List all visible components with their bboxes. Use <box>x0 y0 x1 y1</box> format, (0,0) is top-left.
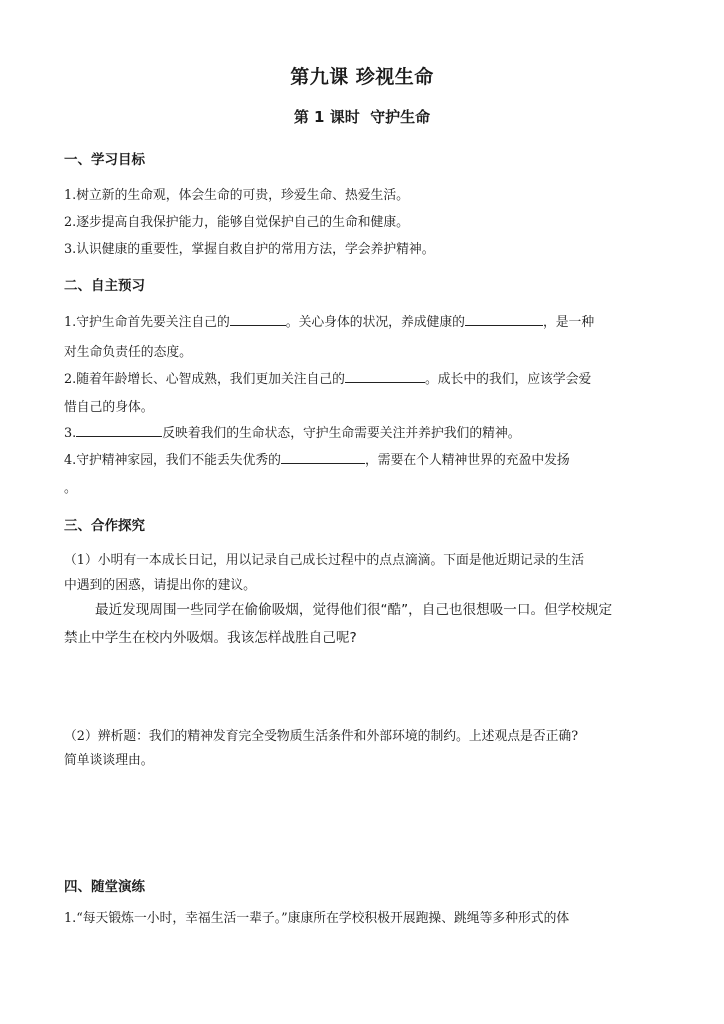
answer-blank[interactable] <box>230 313 286 326</box>
preview-question-2 <box>64 368 591 387</box>
question-text: 。成长中的我们，应该学会爱 <box>424 372 592 387</box>
practice-question-1: 1.“每天锻炼一小时，幸福生活一辈子。”康康所在学校积极开展跑操、跳绳等多种形式的体 <box>64 911 570 926</box>
answer-blank[interactable] <box>281 451 365 464</box>
explore-paragraph-2: （2）辨析题：我们的精神发育完全受物质生活条件和外部环境的制约。上述观点是否正确? <box>64 729 579 744</box>
question-text: 4.守护精神家园，我们不能丢失优秀的 <box>64 453 281 468</box>
section-heading-practice: 四、随堂演练 <box>64 879 145 895</box>
preview-question-2-cont: 惜自己的身体。 <box>64 400 154 415</box>
question-text: ，需要在个人精神世界的充盈中发扬 <box>364 453 570 468</box>
preview-question-1 <box>64 311 594 330</box>
explore-paragraph-2-cont: 简单谈谈理由。 <box>64 753 154 768</box>
preview-question-3 <box>64 422 521 441</box>
answer-blank[interactable] <box>465 313 543 326</box>
explore-paragraph-1-cont: 中遇到的困惑，请提出你的建议。 <box>64 578 256 593</box>
answer-blank[interactable] <box>76 424 162 437</box>
page-title: 第九课 珍视生命 <box>290 66 434 88</box>
section-heading-goals: 一、学习目标 <box>64 152 145 168</box>
explore-diary-text-cont: 禁止中学生在校内外吸烟。我该怎样战胜自己呢? <box>64 630 357 646</box>
page-subtitle: 第 1 课时 守护生命 <box>293 108 431 126</box>
section-heading-preview: 二、自主预习 <box>64 278 145 294</box>
question-text: ，是一种 <box>542 315 595 330</box>
explore-diary-text: 最近发现周围一些同学在偷偷吸烟，觉得他们很“酷”，自己也很想吸一口。但学校规定 <box>95 602 613 618</box>
question-text: 2.随着年龄增长、心智成熟，我们更加关注自己的 <box>64 372 345 387</box>
question-text: 3. <box>64 426 77 441</box>
preview-question-4-cont: 。 <box>64 481 77 496</box>
answer-blank[interactable] <box>345 370 425 383</box>
goal-item-2: 2.逐步提高自我保护能力，能够自觉保护自己的生命和健康。 <box>64 215 409 230</box>
goal-item-1: 1.树立新的生命观，体会生命的可贵，珍爱生命、热爱生活。 <box>64 188 409 203</box>
explore-paragraph-1: （1）小明有一本成长日记，用以记录自己成长过程中的点点滴滴。下面是他近期记录的生活 <box>64 553 585 568</box>
preview-question-1-cont: 对生命负责任的态度。 <box>64 345 192 360</box>
question-text: 。关心身体的状况，养成健康的 <box>285 315 465 330</box>
preview-question-4 <box>64 449 570 468</box>
question-text: 1.守护生命首先要关注自己的 <box>64 315 230 330</box>
goal-item-3: 3.认识健康的重要性，掌握自救自护的常用方法，学会养护精神。 <box>64 242 435 257</box>
question-text: 反映着我们的生命状态，守护生命需要关注并养护我们的精神。 <box>162 426 521 441</box>
section-heading-explore: 三、合作探究 <box>64 518 145 534</box>
